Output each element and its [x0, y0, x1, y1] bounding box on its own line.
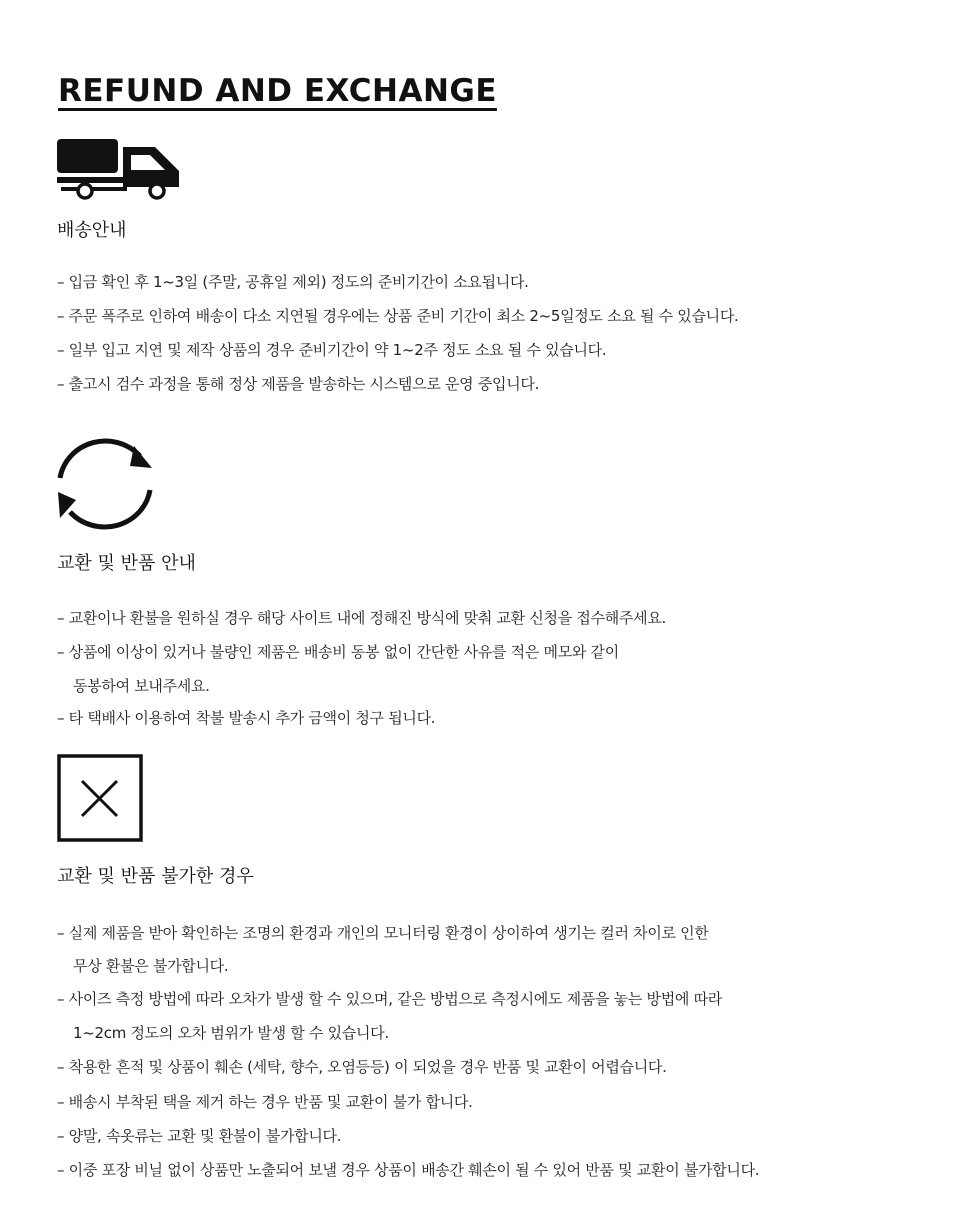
notallowed-line-7: – 양말, 속옷류는 교환 및 환불이 불가합니다. [57, 1127, 342, 1145]
notallowed-line-2: 무상 환불은 불가합니다. [73, 957, 229, 975]
notallowed-line-6: – 배송시 부착된 택을 제거 하는 경우 반품 및 교환이 불가 합니다. [57, 1093, 473, 1111]
refresh-icon [54, 434, 156, 534]
notallowed-line-8: – 이중 포장 비닐 없이 상품만 노출되어 보낼 경우 상품이 배송간 훼손이 될 수 있어 반품 및 교환이 불가합니다. [57, 1161, 760, 1179]
shipping-line-4: – 출고시 검수 과정을 통해 정상 제품을 발송하는 시스템으로 운영 중입니다. [57, 375, 540, 393]
shipping-line-1: – 입금 확인 후 1~3일 (주말, 공휴일 제외) 정도의 준비기간이 소요됩니다. [57, 273, 529, 291]
notallowed-line-1: – 실제 제품을 받아 확인하는 조명의 환경과 개인의 모니터링 환경이 상이하여 생기는 컬러 차이로 인한 [57, 924, 709, 942]
notallowed-line-3: – 사이즈 측정 방법에 따라 오차가 발생 할 수 있으며, 같은 방법으로 측정시에도 제품을 놓는 방법에 따라 [57, 990, 722, 1008]
shipping-line-2: – 주문 폭주로 인하여 배송이 다소 지연될 경우에는 상품 준비 기간이 최소 2~5일정도 소요 될 수 있습니다. [57, 307, 739, 325]
notallowed-heading: 교환 및 반품 불가한 경우 [57, 866, 254, 887]
close-icon [57, 754, 143, 842]
exchange-line-2: – 상품에 이상이 있거나 불량인 제품은 배송비 동봉 없이 간단한 사유를 적은 메모와 같이 [57, 643, 619, 661]
shipping-heading: 배송안내 [57, 220, 127, 241]
truck-icon [57, 137, 183, 201]
exchange-heading: 교환 및 반품 안내 [57, 553, 196, 574]
shipping-line-3: – 일부 입고 지연 및 제작 상품의 경우 준비기간이 약 1~2주 정도 소요 될 수 있습니다. [57, 341, 607, 359]
notallowed-line-4: 1~2cm 정도의 오차 범위가 발생 할 수 있습니다. [73, 1024, 389, 1042]
exchange-line-1: – 교환이나 환불을 원하실 경우 해당 사이트 내에 정해진 방식에 맞춰 교환 신청을 접수해주세요. [57, 609, 666, 627]
exchange-line-4: – 타 택배사 이용하여 착불 발송시 추가 금액이 청구 됩니다. [57, 709, 436, 727]
notallowed-line-5: – 착용한 흔적 및 상품이 훼손 (세탁, 향수, 오염등등) 이 되었을 경우 반품 및 교환이 어렵습니다. [57, 1058, 667, 1076]
page-title: REFUND AND EXCHANGE [58, 73, 498, 109]
exchange-line-3: 동봉하여 보내주세요. [73, 677, 210, 695]
